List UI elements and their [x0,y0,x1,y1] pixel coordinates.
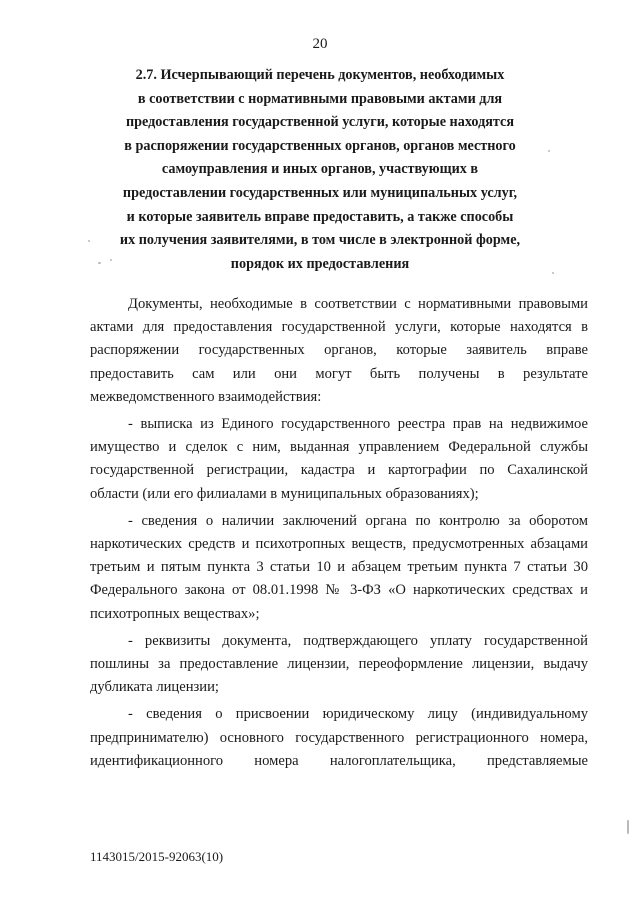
text-line: актами для предоставления государственной услуги, которые находятся в [90,319,588,336]
list-item-state-fee [90,630,588,700]
list-item-egrp-extract [90,413,588,506]
list-item-narcotics-conclusions [90,510,588,626]
text-line: идентификационного номера налогоплательщика, представляемые [90,752,588,769]
text-line: предпринимателю) основного государственного регистрационного номера, [90,729,588,746]
text-line: области (или его филиалами в муниципальных образованиях); [90,485,479,502]
scan-speck [548,150,550,152]
scan-speck [627,820,629,834]
heading-line: и которые заявитель вправе предоставить, а также способы [126,208,514,225]
text-line: дубликата лицензии; [90,679,219,696]
scan-speck [552,272,554,274]
paragraph-intro [90,293,588,409]
scan-speck [98,262,101,264]
heading-line: в соответствии с нормативными правовыми актами для [137,90,503,107]
text-line: - сведения о наличии заключений органа по контролю за оборотом [128,512,588,529]
section-heading [100,64,540,276]
list-item-registration-number [90,703,588,773]
scan-speck [110,259,112,261]
heading-line: самоуправления и иных органов, участвующих в [161,161,479,178]
heading-line: предоставления государственной услуги, которые находятся [125,114,515,131]
text-line: распоряжении государственных органов, которые заявитель вправе [90,342,588,359]
page-number: 20 [312,36,328,52]
text-line: третьим и пятым пункта 3 статьи 10 и абзацем третьим пункта 7 статьи 30 [90,559,588,576]
text-line: Федерального закона от 08.01.1998 № 3-ФЗ «О наркотических средствах и [90,582,588,599]
text-line: Документы, необходимые в соответствии с нормативными правовыми [128,296,588,312]
text-line: государственной регистрации, кадастра и картографии по Сахалинской [90,462,588,479]
text-line: имущество и сделок с ним, выданная управлением Федеральной службы [90,439,588,456]
scan-speck [88,240,90,242]
text-line: наркотических средств и психотропных веществ, предусмотренных абзацами [90,536,588,553]
heading-line: в распоряжении государственных органов, органов местного [124,137,516,154]
text-line: - сведения о присвоении юридическому лицу (индивидуальному [128,706,588,723]
text-line: пошлины за предоставление лицензии, переоформление лицензии, выдачу [90,656,588,673]
text-line: предоставить сам или они могут быть получены в результате [90,365,588,382]
heading-line: 2.7. Исчерпывающий перечень документов, необходимых [135,67,505,83]
text-line: психотропных веществах»; [90,605,260,622]
text-line: - реквизиты документа, подтверждающего уплату государственной [128,632,588,649]
text-line: - выписка из Единого государственного реестра прав на недвижимое [128,416,588,433]
heading-line: предоставлении государственных или муниципальных услуг, [122,184,518,201]
document-code: 1143015/2015-92063(10) [90,849,224,864]
body-text [90,293,588,776]
text-line: межведомственного взаимодействия: [90,388,322,405]
heading-line: порядок их предоставления [230,255,410,272]
heading-line: их получения заявителями, в том числе в электронной форме, [119,232,521,249]
